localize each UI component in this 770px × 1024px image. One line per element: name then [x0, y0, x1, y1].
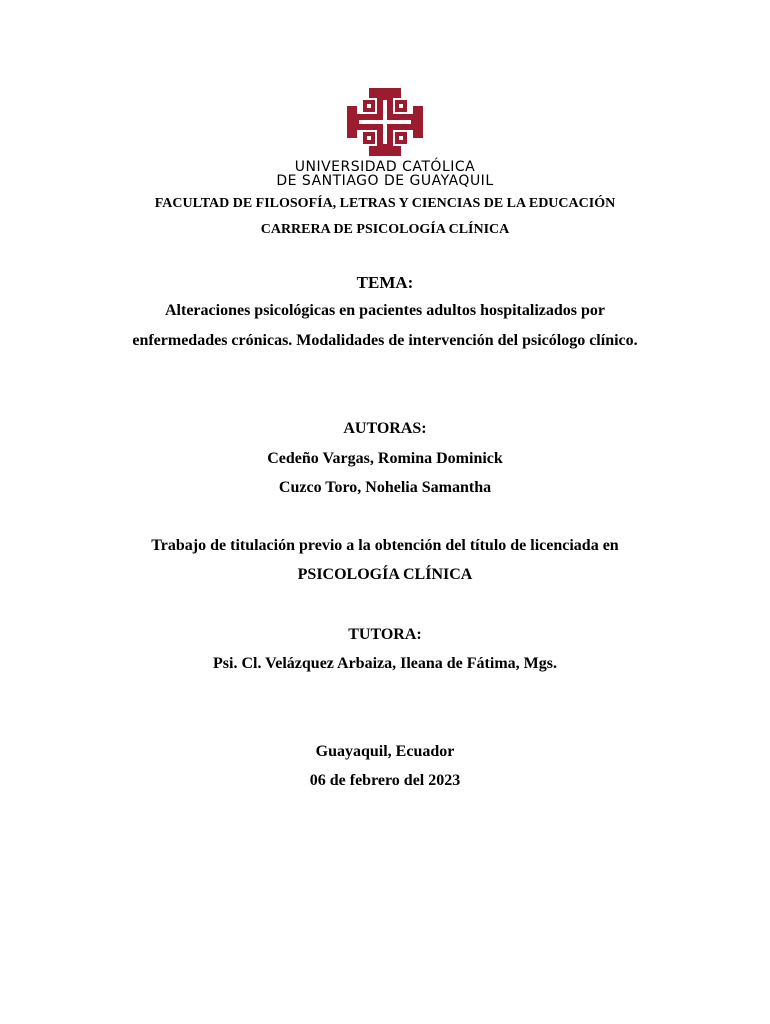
author-name: Cedeño Vargas, Romina Dominick [267, 450, 503, 467]
tutor-label: TUTORA: [348, 626, 422, 643]
tutor-name: Psi. Cl. Velázquez Arbaiza, Ileana de Fátima, Mgs. [213, 655, 557, 672]
degree-title: PSICOLOGÍA CLÍNICA [297, 566, 473, 583]
author-name: Cuzco Toro, Nohelia Samantha [278, 479, 492, 496]
faculty-heading: FACULTAD DE FILOSOFÍA, LETRAS Y CIENCIAS DE LA EDUCACIÓN [154, 196, 616, 211]
place: Guayaquil, Ecuador [315, 743, 455, 760]
university-name-line-2: DE SANTIAGO DE GUAYAQUIL [276, 173, 494, 189]
university-cross-logo-icon [345, 86, 425, 158]
authors-label: AUTORAS: [343, 420, 427, 437]
degree-statement: Trabajo de titulación previo a la obtención del título de licenciada en [151, 537, 619, 554]
topic-title-line-2: enfermedades crónicas. Modalidades de intervención del psicólogo clínico. [132, 332, 638, 349]
topic-label: TEMA: [356, 273, 414, 292]
career-heading: CARRERA DE PSICOLOGÍA CLÍNICA [260, 222, 510, 237]
date: 06 de febrero del 2023 [309, 772, 461, 789]
topic-title-line-1: Alteraciones psicológicas en pacientes adultos hospitalizados por [164, 302, 605, 319]
university-name-line-1: UNIVERSIDAD CATÓLICA [294, 159, 476, 175]
